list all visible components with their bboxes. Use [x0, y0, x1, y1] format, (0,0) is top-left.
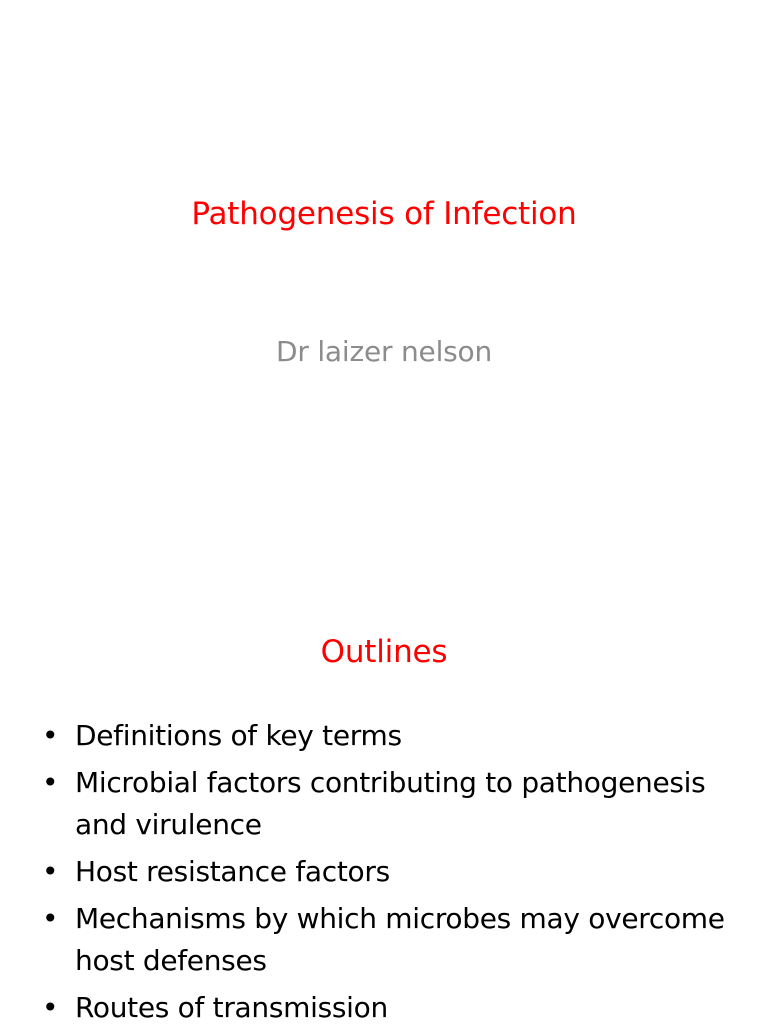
bullet-icon: • [42, 719, 59, 752]
bullet-icon: • [42, 855, 59, 888]
bullet-item [0, 987, 768, 1029]
bullet-item [0, 762, 768, 846]
bullet-item [0, 898, 768, 982]
bullet-text: Mechanisms by which microbes may overcome host defenses [75, 902, 725, 977]
bullet-text: Routes of transmission [75, 991, 388, 1024]
bullet-text: Host resistance factors [75, 855, 390, 888]
bullet-icon: • [42, 766, 59, 799]
outline-slide [0, 576, 768, 1024]
slide-subtitle-author: Dr laizer nelson [275, 335, 493, 368]
outline-bullet-list [0, 715, 768, 1034]
slide-title: Pathogenesis of Infection [191, 196, 577, 232]
bullet-text: Microbial factors contributing to pathogenesis and virulence [75, 766, 706, 841]
bullet-text: Definitions of key terms [75, 719, 402, 752]
bullet-icon: • [42, 991, 59, 1024]
outline-title: Outlines [320, 634, 448, 670]
bullet-item [0, 851, 768, 893]
bullet-item [0, 715, 768, 757]
bullet-icon: • [42, 902, 59, 935]
